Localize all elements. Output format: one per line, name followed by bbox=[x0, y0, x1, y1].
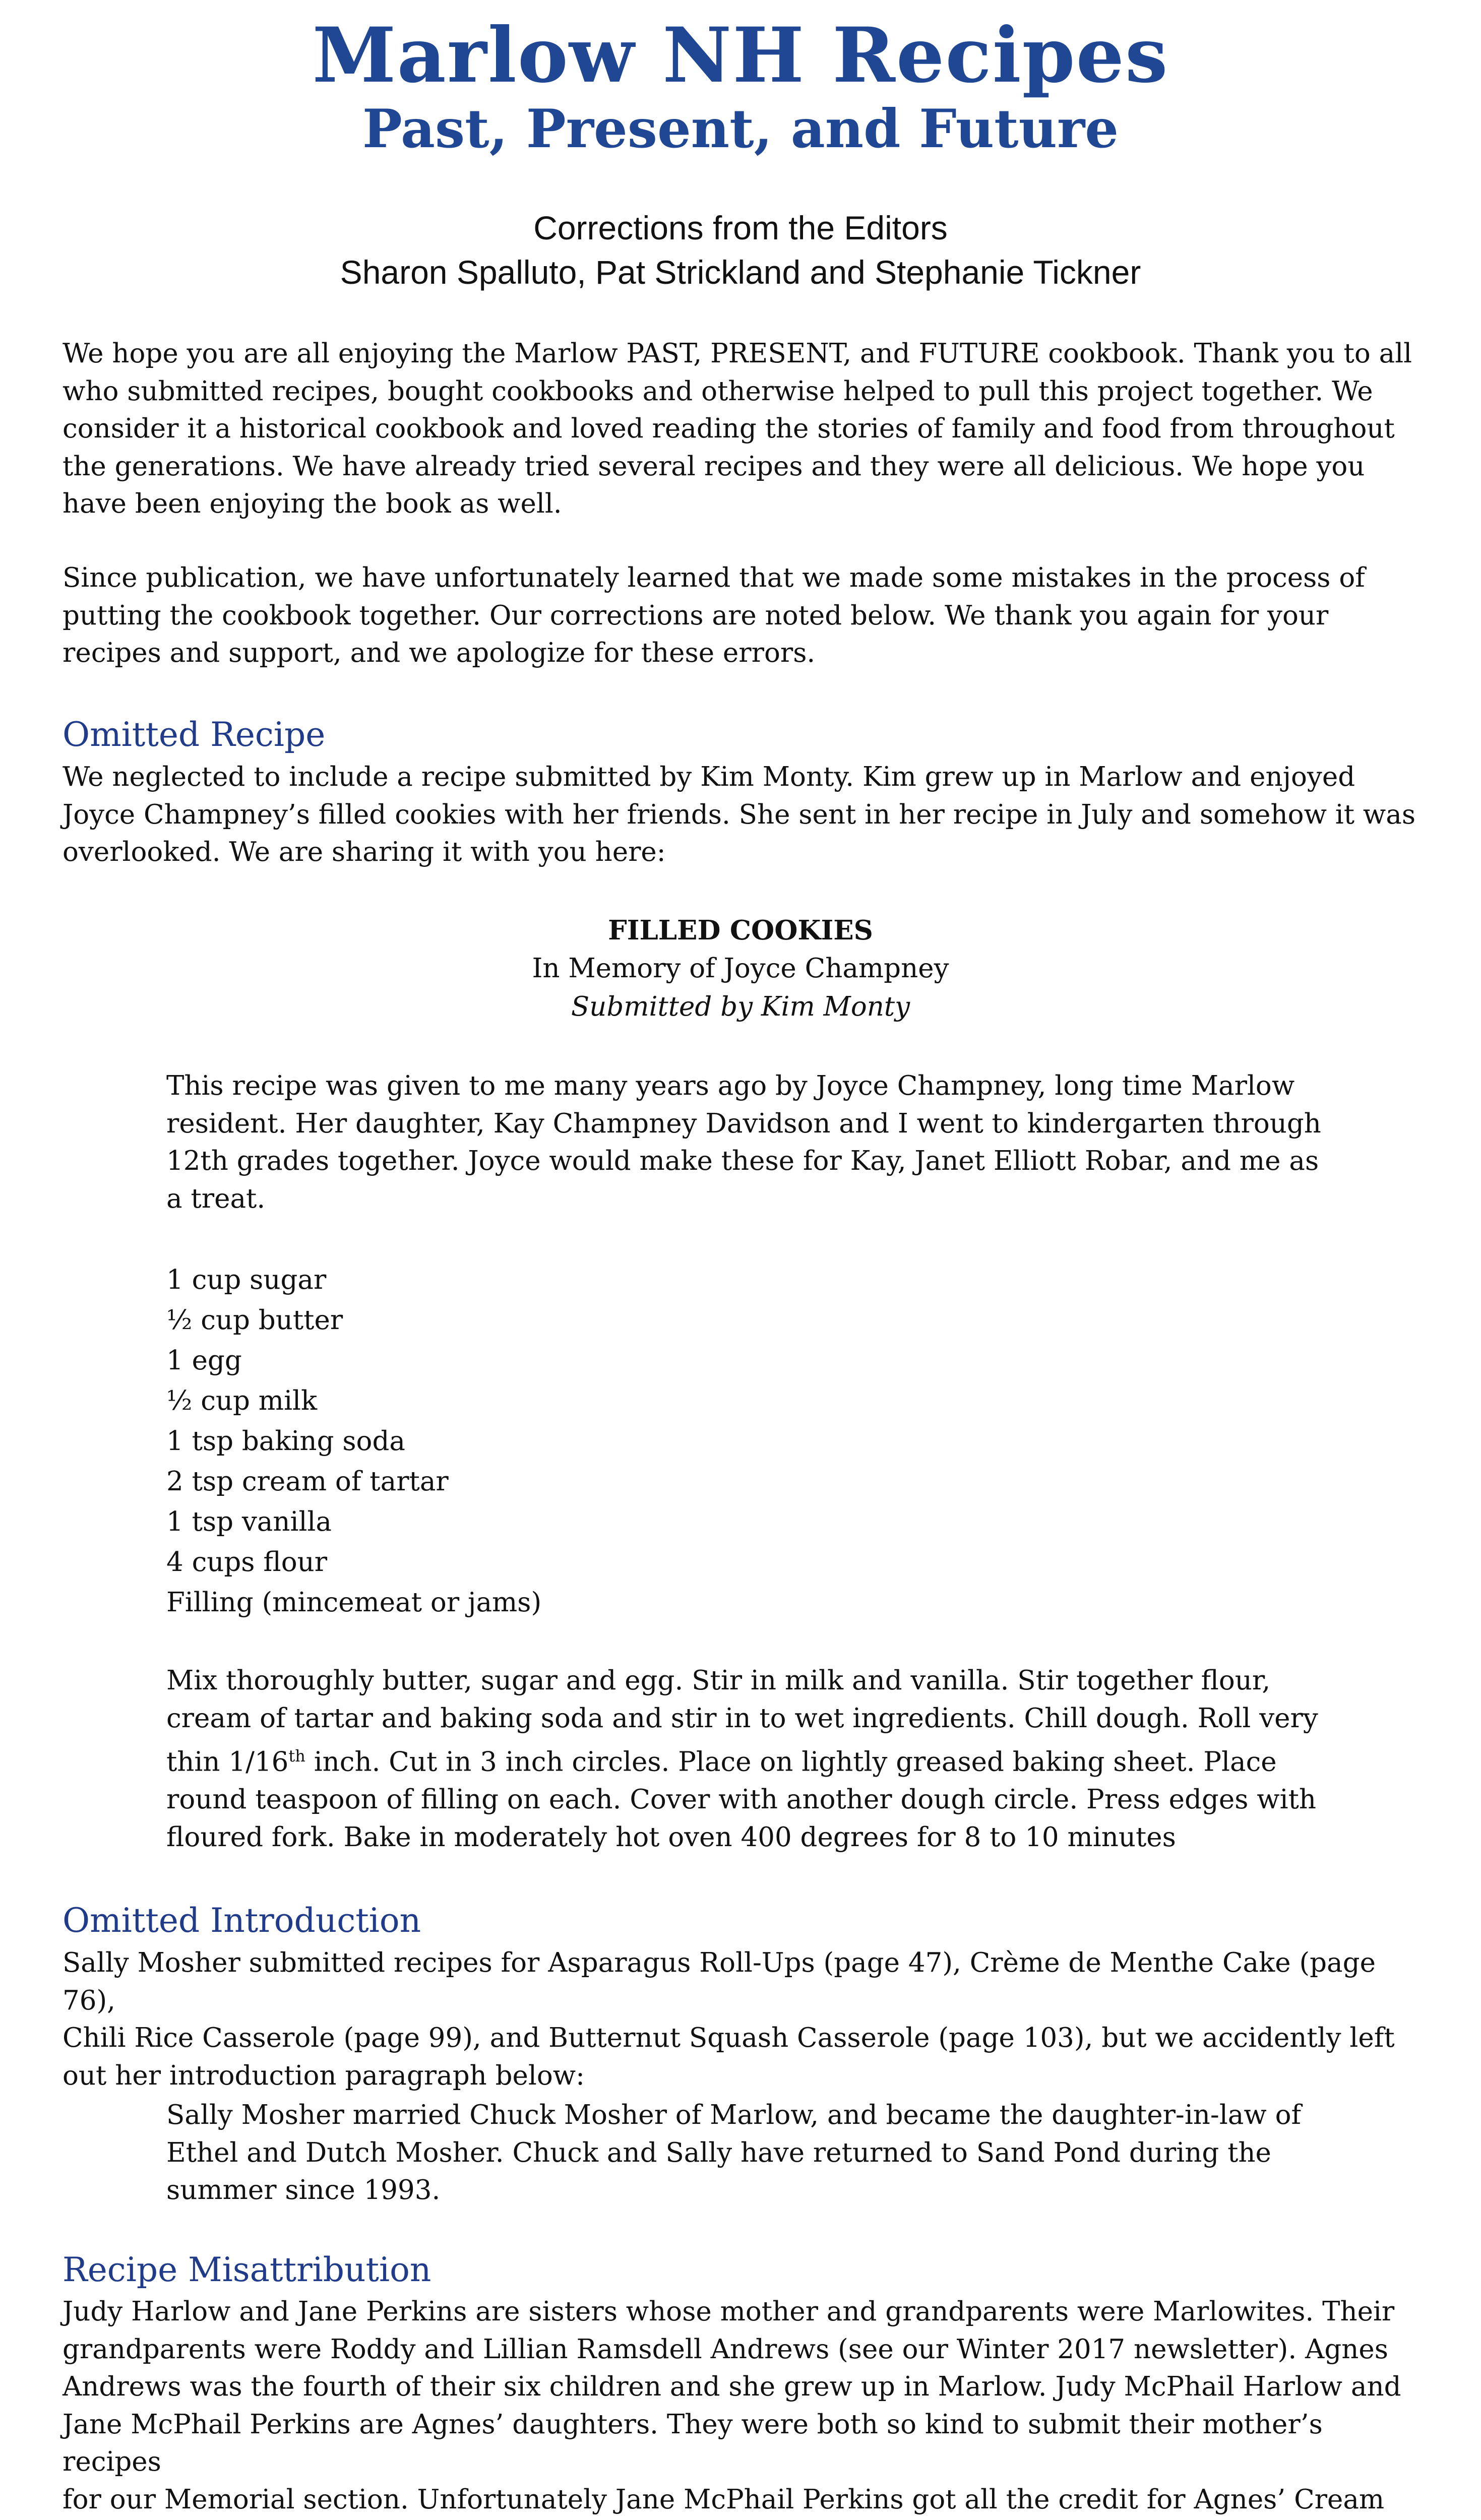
ingredient-list bbox=[166, 1260, 872, 1623]
omitted-recipe-text: We neglected to include a recipe submitted by Kim Monty. Kim grew up in Marlow and enjoyed Joyce Champney’s filled cookies with her friends. She sent in her recipe in July and somehow it was overlooked. We are sharing it with you here: bbox=[63, 762, 1416, 867]
editors-line: Sharon Spalluto, Pat Strickland and Stephanie Tickner bbox=[340, 254, 1141, 291]
section-heading-omitted-introduction: Omitted Introduction bbox=[63, 1901, 421, 1940]
ingredient-item: 1 tsp baking soda bbox=[166, 1426, 405, 1457]
ingredient-item: 1 tsp vanilla bbox=[166, 1506, 332, 1537]
ingredient-item: Filling (mincemeat or jams) bbox=[166, 1587, 542, 1618]
recipe-directions bbox=[166, 1662, 1336, 1856]
ingredient-item: ½ cup butter bbox=[166, 1305, 343, 1336]
intro-paragraph-2: Since publication, we have unfortunately learned that we made some mistakes in the process of putting the cookbook together. Our corrections are noted below. We thank you again for your recipes and support, and we apologize for these errors. bbox=[63, 562, 1365, 668]
page-title: Marlow NH Recipes bbox=[312, 11, 1169, 100]
recipe-memory-line: In Memory of Joyce Champney bbox=[532, 953, 949, 984]
ingredient-item: 4 cups flour bbox=[166, 1547, 328, 1578]
section-heading-recipe-misattribution: Recipe Misattribution bbox=[63, 2250, 431, 2289]
intro-paragraph-1: We hope you are all enjoying the Marlow PAST, PRESENT, and FUTURE cookbook. Thank you to all who submitted recipes, bought cookbooks and otherwise helped to pull this project together. We consider it a historical cookbook and loved reading the stories of family and food from throughout the generations. We have already tried several recipes and they were all delicious. We hope you have been enjoying the book as well. bbox=[63, 338, 1412, 519]
directions-text-2: inch. Cut in 3 inch circles. Place on lightly greased baking sheet. Place round teaspoon of filling on each. Cover with another dough circle. Press edges with floured fork. Bake in moderately hot oven 400 degrees for 8 to 10 minutes bbox=[166, 1746, 1317, 1853]
recipe-misattribution-text: Judy Harlow and Jane Perkins are sisters whose mother and grandparents were Marlowites. Their grandparents were Roddy and Lillian Ramsdell Andrews (see our Winter 2017 newsletter). Agnes Andrews was the fourth of their six children and she grew up in Marlow. Judy McPhail Harlow and Jane McPhail Perkins are Agnes’ daughters. They were both so kind to submit their mother’s recipes for our Memorial section. Unfortunately Jane McPhail Perkins got all the credit for Agnes’ Cream bbox=[63, 2296, 1401, 2515]
omitted-introduction-quote: Sally Mosher married Chuck Mosher of Marlow, and became the daughter-in-law of Ethel and Dutch Mosher. Chuck and Sally have returned to Sand Pond during the summer since 1993. bbox=[166, 2100, 1302, 2206]
directions-text-1: Mix thoroughly butter, sugar and egg. Stir in milk and vanilla. Stir together flour, cream of tartar and baking soda and stir in to wet ingredients. Chill dough. Roll very thin 1/16 bbox=[166, 1665, 1318, 1778]
ingredient-item: ½ cup milk bbox=[166, 1385, 318, 1416]
recipe-title: FILLED COOKIES bbox=[608, 915, 873, 946]
page-subtitle: Past, Present, and Future bbox=[362, 97, 1119, 160]
ingredient-item: 1 egg bbox=[166, 1345, 242, 1376]
section-heading-omitted-recipe: Omitted Recipe bbox=[63, 715, 326, 754]
recipe-story: This recipe was given to me many years ago by Joyce Champney, long time Marlow resident. Her daughter, Kay Champney Davidson and I went to kindergarten through 12th grades together. Joyce would make these for Kay, Janet Elliott Robar, and me as a treat. bbox=[166, 1070, 1321, 1214]
omitted-introduction-text: Sally Mosher submitted recipes for Asparagus Roll-Ups (page 47), Crème de Menthe Cake (page 76), Chili Rice Casserole (page 99), and Butternut Squash Casserole (page 103), but we accidently left out her introduction paragraph below: bbox=[63, 1947, 1395, 2091]
recipe-submitted-by: Submitted by Kim Monty bbox=[571, 991, 910, 1022]
ingredient-item: 2 tsp cream of tartar bbox=[166, 1466, 449, 1497]
ingredient-item: 1 cup sugar bbox=[166, 1265, 327, 1295]
directions-superscript: th bbox=[288, 1746, 305, 1766]
corrections-line: Corrections from the Editors bbox=[533, 209, 948, 246]
